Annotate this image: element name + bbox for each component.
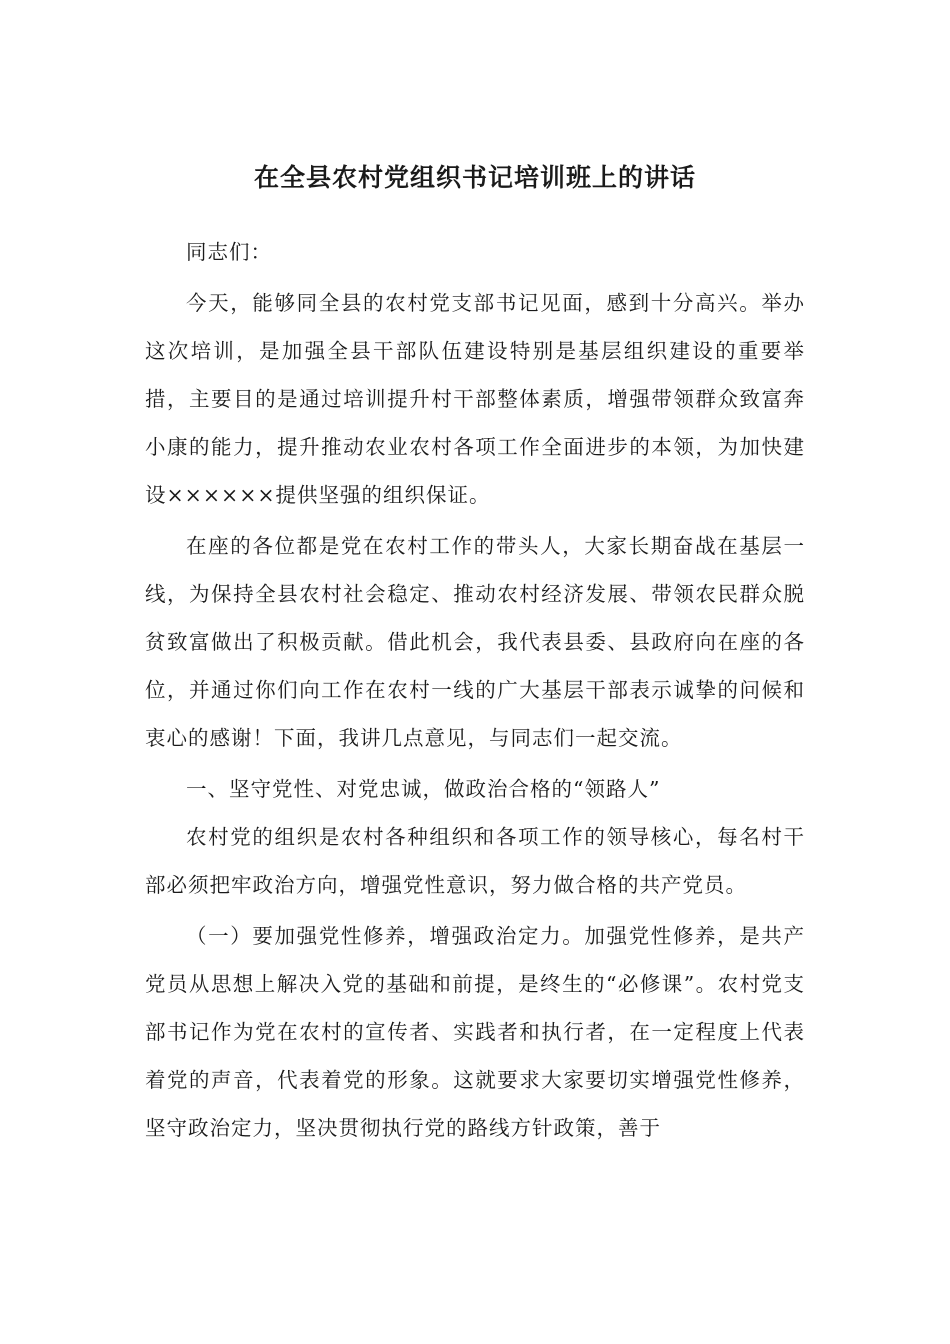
document-body [145, 228, 805, 1155]
section-heading-1: 一、坚守党性、对党忠诚，做政治合格的“领路人” [186, 777, 661, 801]
salutation-paragraph: 同志们： [186, 240, 272, 264]
subsection-1-paragraph: （一）要加强党性修养，增强政治定力。加强党性修养，是共产党员从思想上解决入党的基础和前提，是终生的“必修课”。农村党支部书记作为党在农村的宣传者、实践者和执行者，在一定程度上代表着党的声音，代表着党的形象。这就要求大家要切实增强党性修养，坚守政治定力，坚决贯彻执行党的路线方针政策，善于 [145, 924, 805, 1140]
gratitude-paragraph: 在座的各位都是党在农村工作的带头人，大家长期奋战在基层一线，为保持全县农村社会稳定、推动农村经济发展、带领农民群众脱贫致富做出了积极贡献。借此机会，我代表县委、县政府向在座的各位，并通过你们向工作在农村一线的广大基层干部表示诚挚的问候和衷心的感谢！下面，我讲几点意见，与同志们一起交流。 [145, 534, 805, 750]
opening-paragraph: 今天，能够同全县的农村党支部书记见面，感到十分高兴。举办这次培训，是加强全县干部队伍建设特别是基层组织建设的重要举措，主要目的是通过培训提升村干部整体素质，增强带领群众致富奔小康的能力，提升推动农业农村各项工作全面进步的本领，为加快建设××××××提供坚强的组织保证。 [145, 291, 805, 507]
document-title: 在全县农村党组织书记培训班上的讲话 [253, 163, 696, 192]
section-1-intro-paragraph: 农村党的组织是农村各种组织和各项工作的领导核心，每名村干部必须把牢政治方向，增强党性意识，努力做合格的共产党员。 [145, 825, 805, 897]
